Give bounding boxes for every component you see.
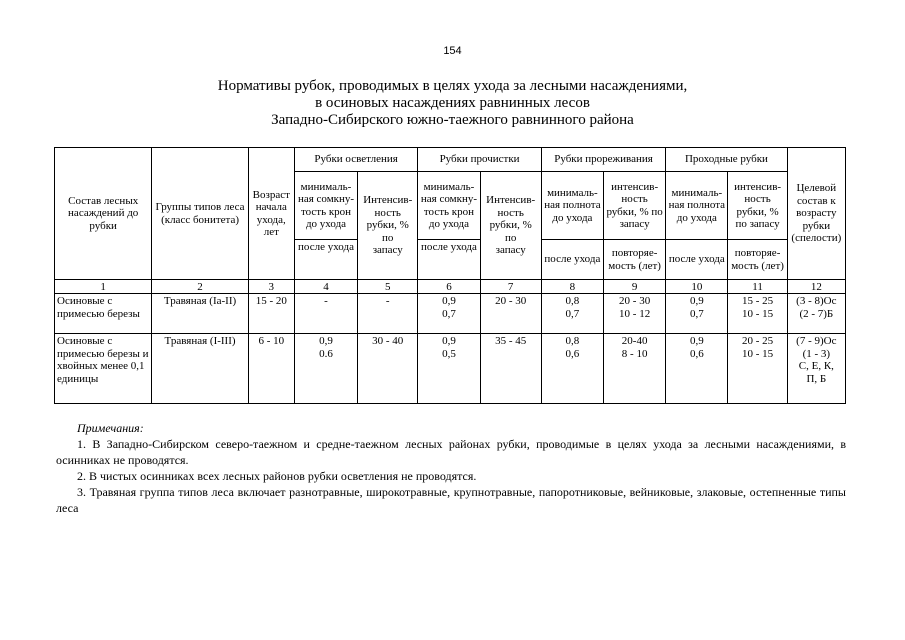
header-group-thinning: Рубки прореживания: [541, 148, 665, 172]
col-number: 4: [294, 280, 357, 294]
cell-c7: 20 - 30: [480, 294, 541, 334]
col-number: 2: [152, 280, 248, 294]
header-after-care-4: после ухода: [294, 240, 357, 280]
header-min-closure-4: минималь-ная сомкну-тость крон до ухода: [294, 172, 357, 240]
col-number: 1: [55, 280, 152, 294]
col-number: 12: [787, 280, 845, 294]
col-number: 3: [248, 280, 294, 294]
header-group-cleaning: Рубки прочистки: [418, 148, 541, 172]
header-composition: Состав лесных насаждений до рубки: [55, 148, 152, 280]
cell-c10: 0,9 0,7: [666, 294, 728, 334]
col-number: 9: [604, 280, 666, 294]
cell-c12: (7 - 9)Ос (1 - 3) С, Е, К, П, Б: [787, 334, 845, 404]
table-row: [55, 294, 846, 334]
cell-c8: 0,8 0,6: [541, 334, 603, 404]
header-repeat-11: повторяе-мость (лет): [728, 240, 787, 280]
cell-c9: 20 - 30 10 - 12: [604, 294, 666, 334]
cell-c5: 30 - 40: [358, 334, 418, 404]
cell-composition: Осиновые с примесью березы и хвойных менее 0,1 единицы: [55, 334, 152, 404]
norms-table: [54, 147, 846, 404]
cell-c9: 20-40 8 - 10: [604, 334, 666, 404]
page-number: 154: [443, 45, 462, 57]
header-repeat-9: повторяе-мость (лет): [604, 240, 666, 280]
cell-composition: Осиновые с примесью березы: [55, 294, 152, 334]
header-intensity-stock-11: интенсив-ность рубки, % по запасу: [728, 172, 787, 240]
col-number: 8: [541, 280, 603, 294]
table-row: [55, 334, 846, 404]
title-line-1: Нормативы рубок, проводимых в целях ухода за лесными насаждениями,: [217, 78, 688, 94]
header-min-density-10: минималь-ная полнота до ухода: [666, 172, 728, 240]
cell-start-age: 6 - 10: [248, 334, 294, 404]
cell-c4: -: [294, 294, 357, 334]
cell-forest-type-group: Травяная (I-III): [152, 334, 248, 404]
col-number: 10: [666, 280, 728, 294]
cell-c12: (3 - 8)Ос (2 - 7)Б: [787, 294, 845, 334]
cell-c11: 20 - 25 10 - 15: [728, 334, 787, 404]
header-forest-type-groups: Группы типов леса (класс бонитета): [152, 148, 248, 280]
header-min-closure-6: минималь-ная сомкну-тость крон до ухода: [418, 172, 480, 240]
col-number: 11: [728, 280, 787, 294]
header-intensity-stock-9: интенсив-ность рубки, % по запасу: [604, 172, 666, 240]
notes-section: [56, 420, 846, 516]
cell-forest-type-group: Травяная (Iа-II): [152, 294, 248, 334]
header-after-care-8: после ухода: [541, 240, 603, 280]
cell-c6: 0,9 0,7: [418, 294, 480, 334]
header-after-care-6: после ухода: [418, 240, 480, 280]
header-group-clearing: Рубки осветления: [294, 148, 417, 172]
document-title: [0, 78, 905, 129]
header-target-composition: Целевой состав к возрасту рубки (спелости): [787, 148, 845, 280]
cell-c11: 15 - 25 10 - 15: [728, 294, 787, 334]
title-line-3: Западно-Сибирского южно-таежного равнинного района: [271, 112, 634, 128]
col-number: 7: [480, 280, 541, 294]
cell-c8: 0,8 0,7: [541, 294, 603, 334]
notes-title: Примечания:: [77, 421, 144, 435]
cell-c4: 0,9 0.6: [294, 334, 357, 404]
note-2: 2. В чистых осинниках всех лесных районов рубки осветления не проводятся.: [77, 469, 477, 483]
cell-c5: -: [358, 294, 418, 334]
cell-c7: 35 - 45: [480, 334, 541, 404]
header-min-density-8: минималь-ная полнота до ухода: [541, 172, 603, 240]
note-1: 1. В Западно-Сибирском северо-таежном и средне-таежном лесных районах рубки, проводимые в целях ухода за лесными насаждениями, в осинниках не проводятся.: [56, 437, 846, 467]
col-number: 6: [418, 280, 480, 294]
header-start-age: Возраст начала ухода, лет: [248, 148, 294, 280]
col-number: 5: [358, 280, 418, 294]
cell-c10: 0,9 0,6: [666, 334, 728, 404]
header-intensity-7: Интенсив-ность рубки, % по запасу: [480, 172, 541, 280]
note-3: 3. Травяная группа типов леса включает разнотравные, широкотравные, крупнотравные, папоротниковые, вейниковые, злаковые, остепненные типы леса: [56, 485, 846, 515]
header-after-care-10: после ухода: [666, 240, 728, 280]
header-intensity-5: Интенсив-ность рубки, % по запасу: [358, 172, 418, 280]
cell-start-age: 15 - 20: [248, 294, 294, 334]
title-line-2: в осиновых насаждениях равнинных лесов: [315, 95, 590, 111]
header-group-passage: Проходные рубки: [666, 148, 787, 172]
cell-c6: 0,9 0,5: [418, 334, 480, 404]
